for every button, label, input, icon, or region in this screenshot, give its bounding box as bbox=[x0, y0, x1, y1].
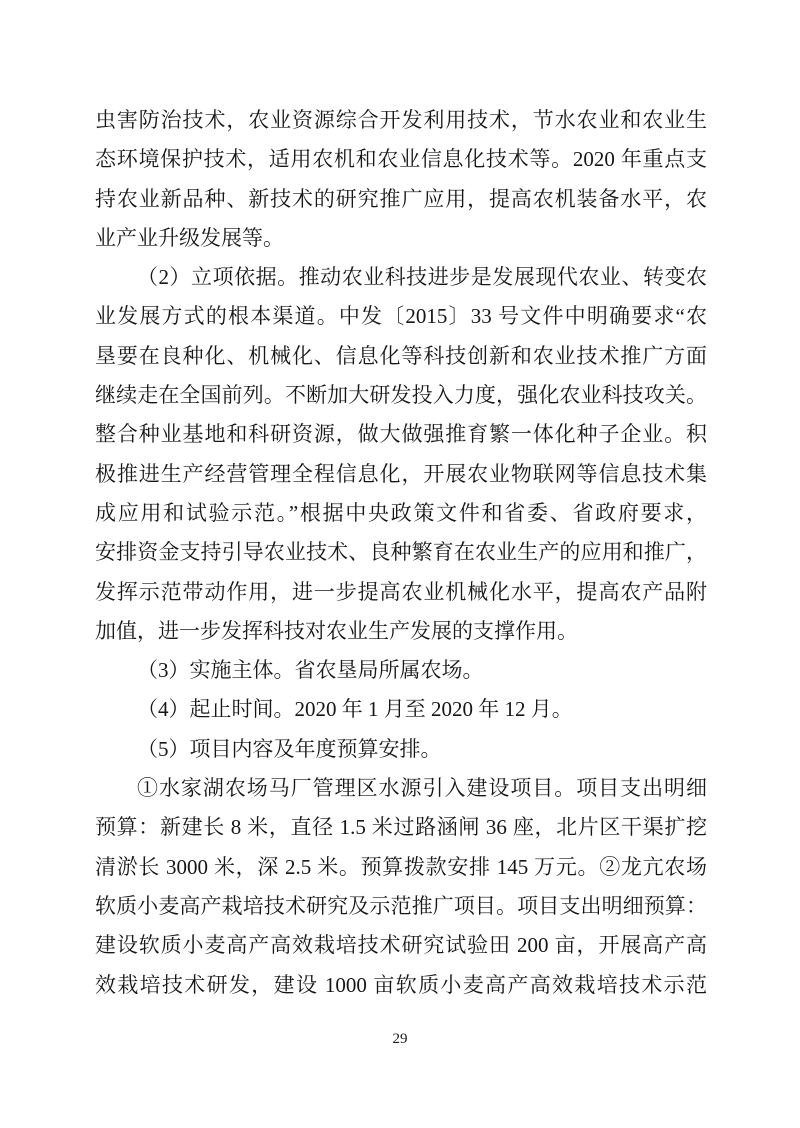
text-line: 整合种业基地和科研资源，做大做强推育繁一体化种子企业。积 bbox=[95, 422, 707, 447]
paragraph bbox=[95, 730, 707, 769]
text-line: 效栽培技术研发，建设 1000 亩软质小麦高产高效栽培技术示范 bbox=[95, 972, 707, 997]
text-line: 虫害防治技术，农业资源综合开发利用技术，节水农业和农业生 bbox=[95, 108, 707, 132]
text-line: 业产业升级发展等。 bbox=[95, 225, 284, 250]
text-line: 预算：新建长 8 米，直径 1.5 米过路涵闸 36 座，北片区干渠扩挖 bbox=[95, 815, 707, 840]
text-line: 成应用和试验示范。”根据中央政策文件和省委、省政府要求， bbox=[95, 500, 707, 525]
paragraph bbox=[95, 258, 707, 651]
paragraph bbox=[95, 690, 707, 729]
text-line: 清淤长 3000 米，深 2.5 米。预算拨款安排 145 万元。②龙亢农场 bbox=[95, 854, 707, 879]
paragraph bbox=[95, 769, 707, 1005]
text-line: 垦要在良种化、机械化、信息化等科技创新和农业技术推广方面 bbox=[95, 343, 707, 368]
text-line: 态环境保护技术，适用农机和农业信息化技术等。2020 年重点支 bbox=[95, 147, 707, 172]
text-line: 发挥示范带动作用，进一步提高农业机械化水平，提高农产品附 bbox=[95, 579, 707, 604]
text-line: （2）立项依据。推动农业科技进步是发展现代农业、转变农 bbox=[137, 265, 707, 290]
text-line: 建设软质小麦高产高效栽培技术研究试验田 200 亩，开展高产高 bbox=[95, 933, 707, 958]
text-line: （5）项目内容及年度预算安排。 bbox=[137, 736, 442, 761]
paragraph bbox=[95, 651, 707, 690]
page-number: 29 bbox=[392, 1031, 408, 1047]
text-line: 继续走在全国前列。不断加大研发投入力度，强化农业科技攻关。 bbox=[95, 383, 707, 408]
text-line: 软质小麦高产栽培技术研究及示范推广项目。项目支出明细预算： bbox=[95, 893, 707, 918]
text-line: 持农业新品种、新技术的研究推广应用，提高农机装备水平，农 bbox=[95, 186, 707, 211]
text-line: ①水家湖农场马厂管理区水源引入建设项目。项目支出明细 bbox=[137, 776, 707, 801]
paragraph bbox=[95, 101, 707, 258]
text-line: 安排资金支持引导农业技术、良种繁育在农业生产的应用和推广， bbox=[95, 540, 707, 565]
text-line: （4）起止时间。2020 年 1 月至 2020 年 12 月。 bbox=[137, 697, 573, 722]
text-line: （3）实施主体。省农垦局所属农场。 bbox=[137, 658, 484, 683]
text-line: 业发展方式的根本渠道。中发〔2015〕33 号文件中明确要求“农 bbox=[95, 304, 707, 329]
document-body bbox=[95, 101, 707, 1005]
text-line: 加值，进一步发挥科技对农业生产发展的支撑作用。 bbox=[95, 618, 578, 643]
text-line: 极推进生产经营管理全程信息化，开展农业物联网等信息技术集 bbox=[95, 461, 707, 486]
